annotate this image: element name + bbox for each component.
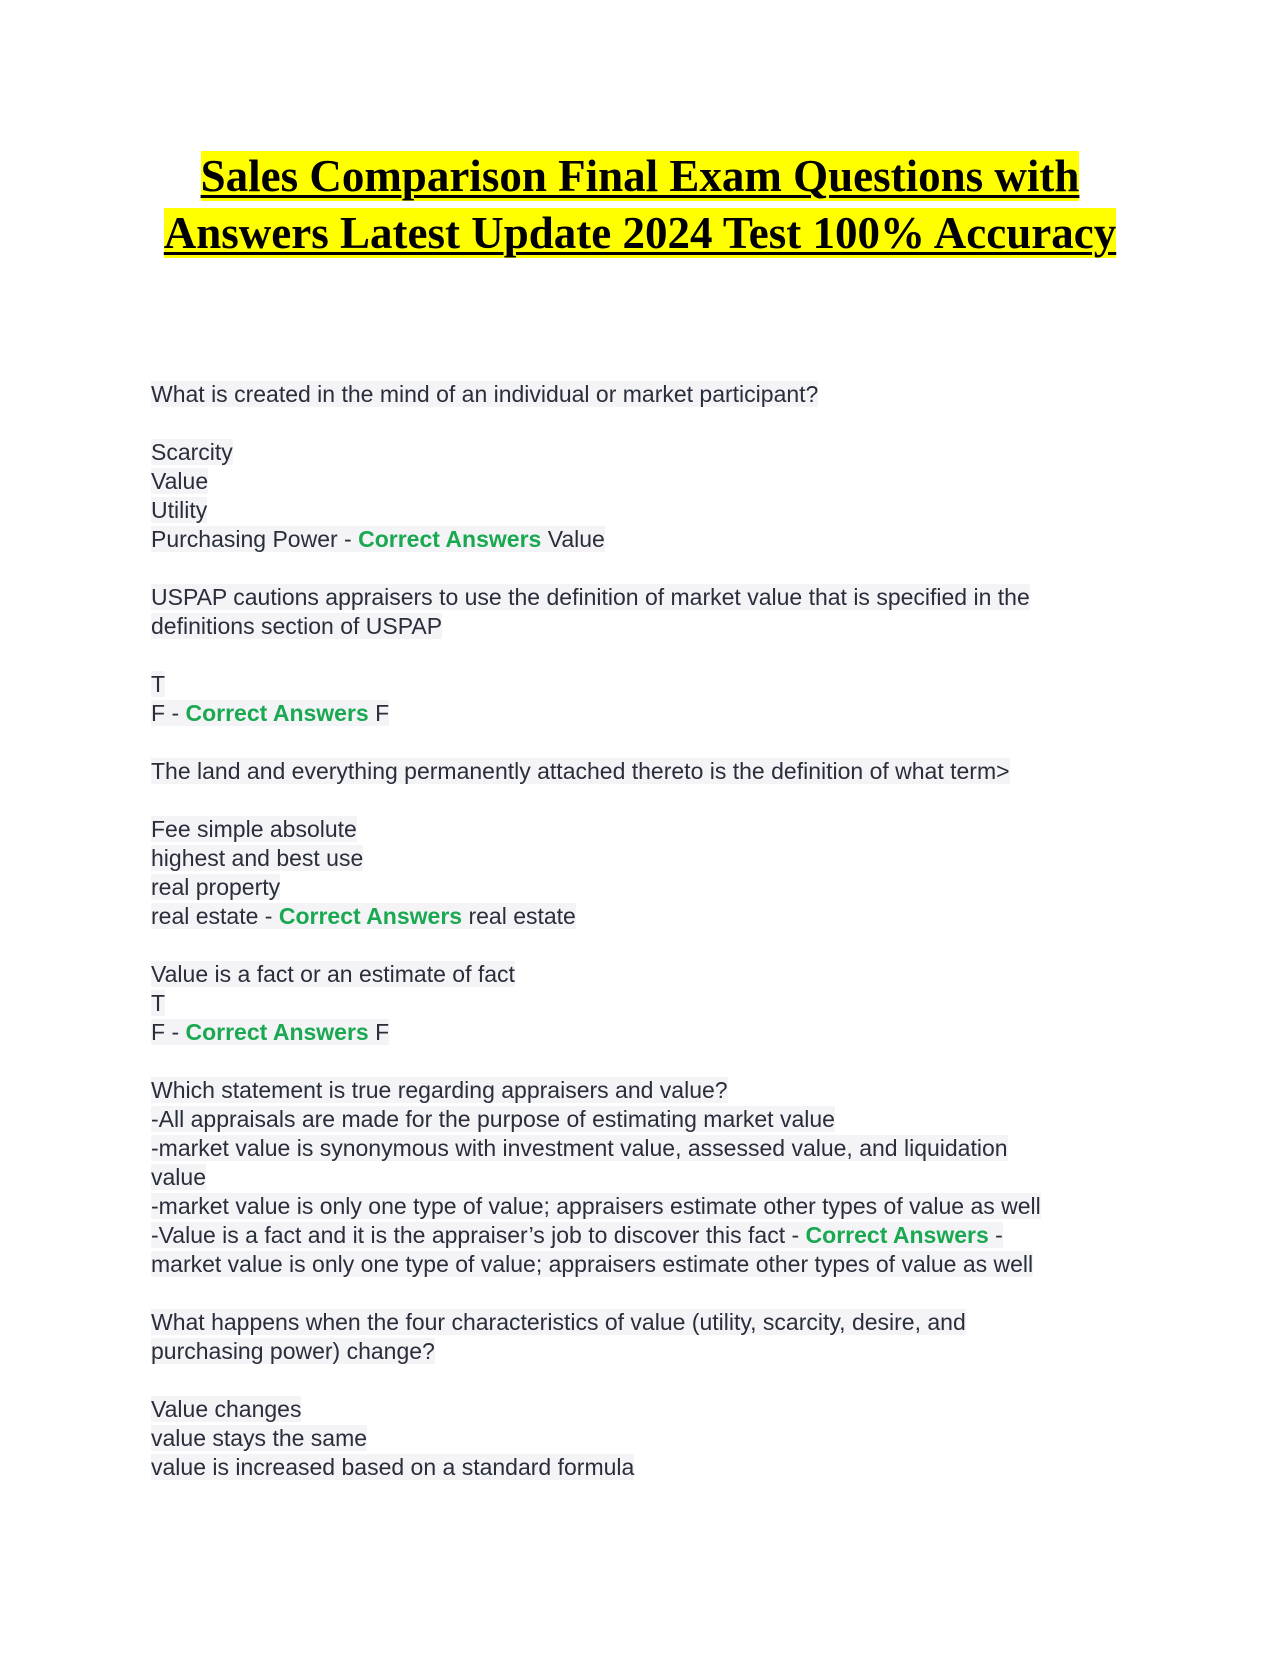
answer-prefix: Purchasing Power - — [151, 526, 359, 552]
answer-option: highest and best use — [151, 845, 364, 871]
answer-option: Fee simple absolute — [151, 816, 357, 842]
answer-option: Scarcity — [151, 439, 233, 465]
answer-option: T — [151, 671, 166, 697]
correct-answer: - — [988, 1222, 1003, 1248]
document-title — [120, 148, 1160, 262]
question-stem: Which statement is true regarding appraisers and value? — [151, 1077, 728, 1103]
question-block — [151, 1308, 1131, 1482]
answer-prefix: F - — [151, 1019, 186, 1045]
question-stem: -market value is synonymous with investment value, assessed value, and liquidation — [151, 1135, 1008, 1161]
question-stem: USPAP cautions appraisers to use the definition of market value that is specified in the — [151, 584, 1030, 610]
correct-answer: F — [368, 1019, 390, 1045]
question-stem: Value is a fact or an estimate of fact — [151, 961, 515, 987]
question-block — [151, 380, 1131, 554]
answer-prefix: real estate - — [151, 903, 279, 929]
question-block — [151, 757, 1131, 931]
question-block — [151, 583, 1131, 728]
question-stem: What is created in the mind of an individual or market participant? — [151, 381, 819, 407]
answer-prefix: F - — [151, 700, 186, 726]
answer-line — [151, 903, 576, 929]
correct-answers-label: Correct Answers — [185, 1019, 369, 1045]
correct-answer: real estate — [462, 903, 576, 929]
correct-answers-label: Correct Answers — [185, 700, 369, 726]
answer-option: real property — [151, 874, 281, 900]
correct-answer: F — [368, 700, 390, 726]
question-stem: -All appraisals are made for the purpose of estimating market value — [151, 1106, 835, 1132]
correct-answers-label: Correct Answers — [358, 526, 542, 552]
correct-answers-label: Correct Answers — [278, 903, 463, 929]
question-stem: purchasing power) change? — [151, 1338, 435, 1364]
question-stem: definitions section of USPAP — [151, 613, 443, 639]
question-block — [151, 960, 1131, 1047]
answer-line — [151, 1019, 389, 1045]
question-list — [151, 380, 1131, 1482]
question-stem: -market value is only one type of value; appraisers estimate other types of value as well — [151, 1193, 1041, 1219]
answer-option: value stays the same — [151, 1425, 368, 1451]
answer-option: Value — [151, 468, 209, 494]
question-stem: T — [151, 990, 166, 1016]
correct-answer: Value — [541, 526, 605, 552]
question-block — [151, 1076, 1131, 1279]
question-stem: The land and everything permanently attached thereto is the definition of what term> — [151, 758, 1010, 784]
document-title-text: Sales Comparison Final Exam Questions with Answers Latest Update 2024 Test 100% Accuracy — [163, 151, 1117, 258]
answer-option: value is increased based on a standard formula — [151, 1454, 635, 1480]
answer-option: Utility — [151, 497, 208, 523]
correct-answer-continuation: market value is only one type of value; appraisers estimate other types of value as well — [151, 1251, 1034, 1277]
answer-line — [151, 1222, 1003, 1248]
correct-answers-label: Correct Answers — [805, 1222, 989, 1248]
answer-option: Value changes — [151, 1396, 302, 1422]
answer-line — [151, 526, 605, 552]
question-stem: value — [151, 1164, 206, 1190]
answer-line — [151, 700, 389, 726]
question-stem: What happens when the four characteristics of value (utility, scarcity, desire, and — [151, 1309, 966, 1335]
answer-prefix: -Value is a fact and it is the appraiser’s job to discover this fact - — [151, 1222, 806, 1248]
